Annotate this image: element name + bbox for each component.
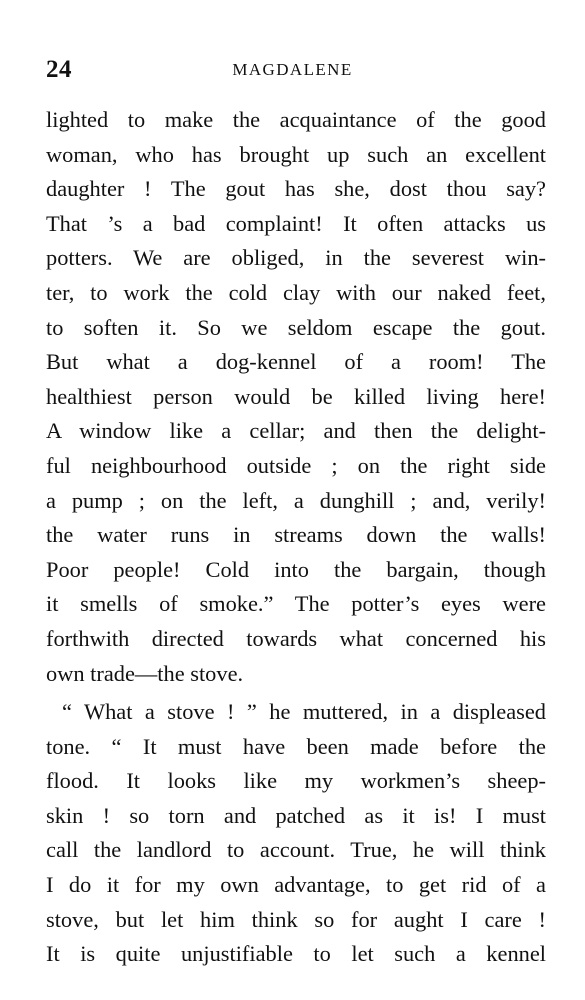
text-line: call the landlord to account. True, he will think xyxy=(46,837,546,863)
text-line: stove, but let him think so for aught I care ! xyxy=(46,906,546,932)
running-title: MAGDALENE xyxy=(232,60,353,79)
text-line: skin ! so torn and patched as it is! I must xyxy=(46,802,546,828)
text-line: own trade—the stove. xyxy=(46,660,244,686)
text-line: it smells of smoke.” The potter’s eyes were xyxy=(46,591,546,617)
body-text xyxy=(46,103,546,972)
text-line: That ’s a bad complaint! It often attacks us xyxy=(46,210,546,236)
text-line: daughter ! The gout has she, dost thou say? xyxy=(46,176,546,202)
text-line: healthiest person would be killed living here! xyxy=(46,383,546,409)
text-line: tone. “ It must have been made before the xyxy=(46,733,546,759)
text-line: forthwith directed towards what concerned his xyxy=(46,625,546,651)
text-line: It is quite unjustifiable to let such a kennel xyxy=(46,941,546,967)
text-line: I do it for my own advantage, to get rid of a xyxy=(46,872,546,898)
text-line: But what a dog-kennel of a room! The xyxy=(46,349,546,375)
page-number: 24 xyxy=(46,56,72,83)
text-line: A window like a cellar; and then the delight- xyxy=(46,418,546,444)
text-line: Poor people! Cold into the bargain, though xyxy=(46,556,546,582)
text-line: ter, to work the cold clay with our naked feet, xyxy=(46,279,546,305)
text-line: flood. It looks like my workmen’s sheep- xyxy=(46,768,546,794)
paragraph-2 xyxy=(46,695,546,972)
text-line: a pump ; on the left, a dunghill ; and, verily! xyxy=(46,487,546,513)
text-line: the water runs in streams down the walls! xyxy=(46,522,546,548)
text-line: woman, who has brought up such an excellent xyxy=(46,141,546,167)
running-head xyxy=(46,55,539,85)
text-line: to soften it. So we seldom escape the gout. xyxy=(46,314,546,340)
text-line: ful neighbourhood outside ; on the right side xyxy=(46,452,546,478)
text-line: potters. We are obliged, in the severest win- xyxy=(46,245,546,271)
text-line: “ What a stove ! ” he muttered, in a displeased xyxy=(62,699,546,725)
paragraph-1 xyxy=(46,103,546,691)
text-line: lighted to make the acquaintance of the good xyxy=(46,107,546,132)
